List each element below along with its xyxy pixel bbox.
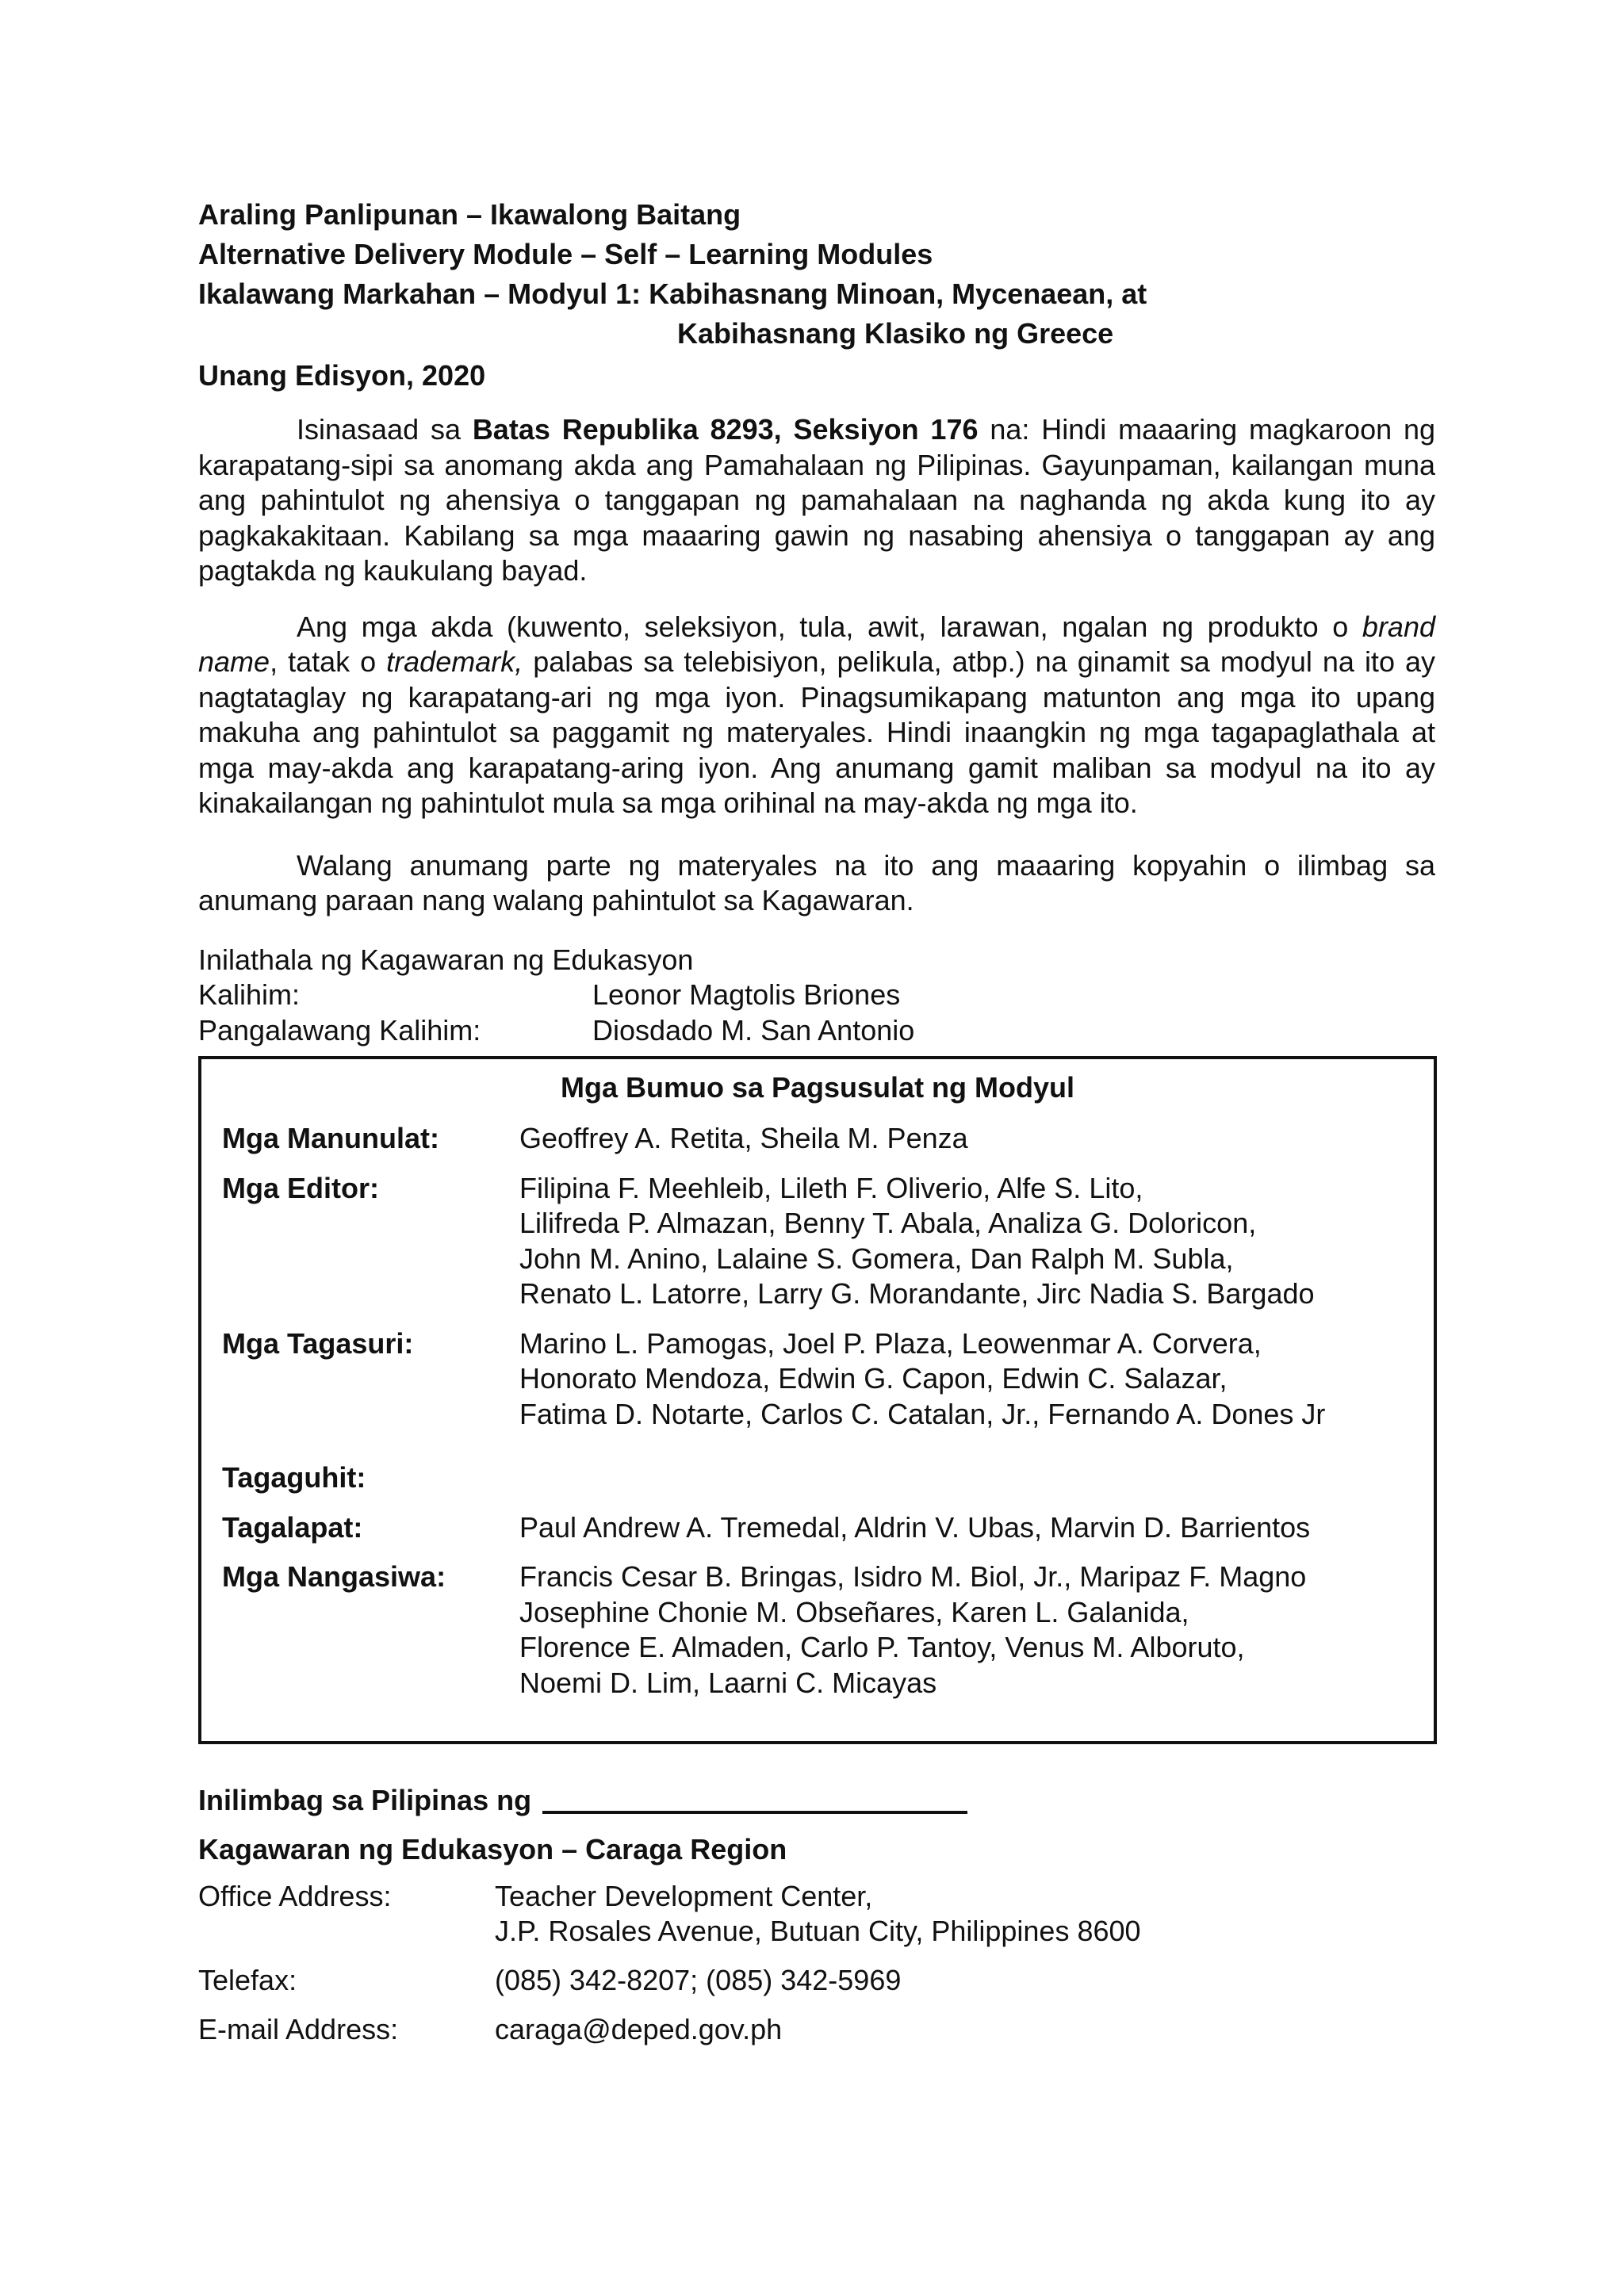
page-content: [198, 195, 1435, 2061]
printed-by: [198, 1781, 1435, 1820]
p2-text-c: palabas sa telebisiyon, pelikula, atbp.) na ginamit sa modyul na ito ay nagtataglay ng karapatang-ari ng mga iyon. Pinagsumikapang matunton ang mga ito upang makuha ang pahintulot sa paggamit ng materyales. Hindi inaangkin ng mga tagapaglathala at mga may-akda ang karapatang-aring iyon. Ang anumang gamit maliban sa modyul na ito ay kinakailangan ng pahintulot mula sa mga orihinal na may-akda ng mga ito.: [198, 645, 1435, 819]
credit-name-line: Renato L. Latorre, Larry G. Morandante, Jirc Nadia S. Bargado: [519, 1277, 1315, 1310]
credit-name-line: Geoffrey A. Retita, Sheila M. Penza: [519, 1122, 968, 1154]
email-row: [198, 2012, 1435, 2047]
credit-name-line: Honorato Mendoza, Edwin G. Capon, Edwin C. Salazar,: [519, 1362, 1228, 1395]
credits-row-management: [222, 1559, 1413, 1701]
credit-name-line: Filipina F. Meehleib, Lileth F. Oliverio, Alfe S. Lito,: [519, 1171, 1143, 1204]
publisher-line: Inilathala ng Kagawaran ng Edukasyon: [198, 943, 694, 976]
undersecretary-label: Pangalawang Kalihim:: [198, 1013, 481, 1047]
undersecretary-name: Diosdado M. San Antonio: [592, 1013, 915, 1047]
credits-role: Mga Editor:: [222, 1171, 379, 1204]
credit-name-line: Noemi D. Lim, Laarni C. Micayas: [519, 1666, 937, 1699]
credit-name-line: Josephine Chonie M. Obseñares, Karen L. Galanida,: [519, 1595, 1189, 1628]
telefax-value: (085) 342-8207; (085) 342-5969: [495, 1964, 902, 1996]
law-reference: Batas Republika 8293, Seksiyon 176: [472, 413, 979, 446]
office-address-line: J.P. Rosales Avenue, Butuan City, Philippines 8600: [495, 1915, 1141, 1947]
rights-paragraph: [198, 610, 1435, 821]
credit-name-line: Marino L. Pamogas, Joel P. Plaza, Leowenmar A. Corvera,: [519, 1326, 1262, 1360]
secretary-name: Leonor Magtolis Briones: [592, 978, 901, 1011]
undersecretary-row: [198, 1013, 1435, 1049]
secretary-row: [198, 978, 1435, 1013]
telefax-label: Telefax:: [198, 1964, 297, 1996]
credits-row-writers: [222, 1121, 1413, 1157]
office-address-label: Office Address:: [198, 1880, 392, 1912]
credits-role: Mga Tagasuri:: [222, 1326, 414, 1360]
module-title-continuation: Kabihasnang Klasiko ng Greece: [677, 317, 1114, 350]
credits-row-reviewers: [222, 1326, 1413, 1433]
p1-text-end: na: Hindi maaaring magkaroon ng karapatang-sipi sa anomang akda ang Pamahalaan ng Pilipinas. Gayunpaman, kailangan muna ang pahintulot ng ahensiya o tanggapan ng pamahalaan na naghanda ng akda kung ito ay pagkakakitaan. Kabilang sa mga maaaring gawin ng nasabing ahensiya o tanggapan ay ang pagtakda ng kaukulang bayad.: [198, 413, 1436, 587]
publisher-block: [198, 943, 1435, 1049]
p2-brand-name: brand name: [198, 610, 1435, 678]
credit-name-line: John M. Anino, Lalaine S. Gomera, Dan Ralph M. Subla,: [519, 1242, 1234, 1275]
p1-text-start: Isinasaad sa: [297, 413, 473, 446]
email-label: E-mail Address:: [198, 2013, 399, 2045]
credits-role: Tagalapat:: [222, 1510, 363, 1544]
credit-name-line: Florence E. Almaden, Carlo P. Tantoy, Venus M. Alboruto,: [519, 1631, 1245, 1663]
email-value: caraga@deped.gov.ph: [495, 2013, 783, 2045]
credits-names: [519, 1559, 1413, 1701]
p2-text-a: Ang mga akda (kuwento, seleksiyon, tula, awit, larawan, ngalan ng produkto o: [297, 610, 1362, 643]
credits-role: Mga Manunulat:: [222, 1122, 439, 1154]
credits-row-illustrator: [222, 1460, 1413, 1496]
contact-block: [198, 1879, 1435, 2047]
credits-names: [519, 1326, 1413, 1433]
title-block: [198, 195, 1435, 354]
office-address-line: Teacher Development Center,: [495, 1880, 873, 1912]
secretary-label: Kalihim:: [198, 978, 301, 1011]
credits-names: [519, 1460, 1413, 1496]
credit-name-line: Lilifreda P. Almazan, Benny T. Abala, Analiza G. Doloricon,: [519, 1207, 1257, 1239]
edition: Unang Edisyon, 2020: [198, 359, 486, 392]
office-address-row: [198, 1879, 1435, 1949]
credits-names: [519, 1121, 1413, 1157]
telefax-row: [198, 1963, 1435, 1998]
credits-row-editors: [222, 1171, 1413, 1312]
credits-names: [519, 1171, 1413, 1312]
region-name: Kagawaran ng Edukasyon – Caraga Region: [198, 1833, 787, 1866]
credits-role: Tagaguhit:: [222, 1461, 366, 1494]
credit-name-line: Paul Andrew A. Tremedal, Aldrin V. Ubas, Marvin D. Barrientos: [519, 1510, 1311, 1544]
p2-trademark: trademark,: [386, 645, 523, 678]
credits-role: Mga Nangasiwa:: [222, 1560, 446, 1593]
credit-name-line: Francis Cesar B. Bringas, Isidro M. Biol, Jr., Maripaz F. Magno: [519, 1560, 1307, 1593]
copyright-paragraph: [198, 412, 1435, 589]
credit-name-line: Fatima D. Notarte, Carlos C. Catalan, Jr., Fernando A. Dones Jr: [519, 1397, 1326, 1430]
credits-row-layout: [222, 1510, 1413, 1546]
p2-text-b: , tatak o: [270, 645, 387, 678]
subject-title: Araling Panlipunan – Ikawalong Baitang: [198, 198, 741, 231]
credits-title: Mga Bumuo sa Pagsusulat ng Modyul: [560, 1071, 1075, 1104]
module-series: Alternative Delivery Module – Self – Learning Modules: [198, 238, 933, 270]
credits-box: [198, 1056, 1437, 1744]
printer-blank-line: [542, 1784, 967, 1814]
office-address-value: [495, 1879, 1141, 1949]
printed-label: Inilimbag sa Pilipinas ng: [198, 1784, 532, 1816]
module-title: Ikalawang Markahan – Modyul 1: Kabihasnang Minoan, Mycenaean, at: [198, 277, 1147, 310]
reproduction-paragraph: Walang anumang parte ng materyales na ito ang maaaring kopyahin o ilimbag sa anumang paraan nang walang pahintulot sa Kagawaran.: [198, 848, 1435, 916]
credits-names: [519, 1510, 1413, 1546]
